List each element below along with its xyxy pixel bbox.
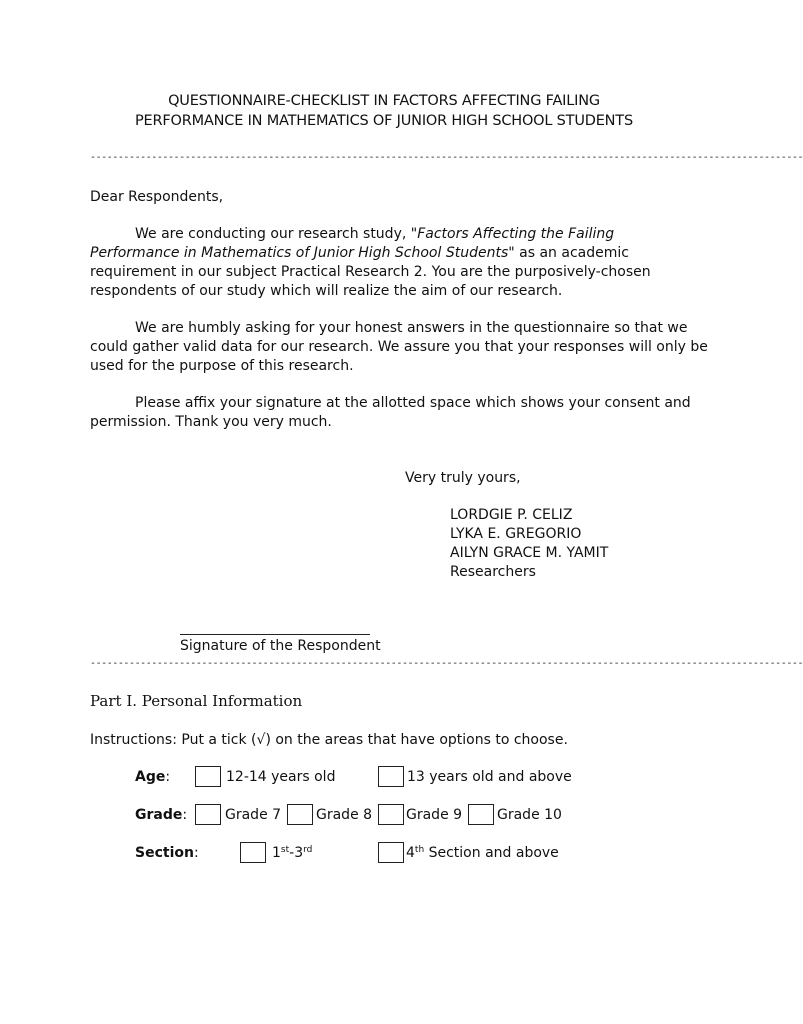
paragraph-1-line-3: requirement in our subject Practical Research 2. You are the purposively-chosen <box>90 264 651 280</box>
paragraph-1-intro: We are conducting our research study, <box>135 226 411 242</box>
age-label-text: Age <box>135 769 166 785</box>
section-1st-3rd-label <box>272 844 312 863</box>
grade-8-label: Grade 8 <box>316 807 373 823</box>
paragraph-2-line-2: could gather valid data for our research. We assure you that your responses will only be <box>90 339 708 355</box>
researcher-name: LORDGIE P. CELIZ <box>450 507 573 523</box>
age-12-14-checkbox[interactable] <box>195 766 221 787</box>
section-label-text: Section <box>135 845 194 861</box>
section-1st-3rd-checkbox[interactable] <box>240 842 266 863</box>
age-12-14-label: 12-14 years old <box>226 769 336 785</box>
signature-line[interactable] <box>180 634 370 635</box>
grade-7-checkbox[interactable] <box>195 804 221 825</box>
grade-label: Grade: <box>135 807 188 823</box>
document-title-line-2: PERFORMANCE IN MATHEMATICS OF JUNIOR HIGH SCHOOL STUDENTS <box>135 113 633 129</box>
section-label: Section: <box>135 845 199 861</box>
paragraph-2-line-3: used for the purpose of this research. <box>90 358 354 374</box>
grade-9-checkbox[interactable] <box>378 804 404 825</box>
age-13-above-label: 13 years old and above <box>407 769 572 785</box>
grade-10-label: Grade 10 <box>497 807 562 823</box>
section-1st-suffix: st <box>280 845 290 855</box>
section-3rd-number: -3 <box>289 845 304 861</box>
researcher-name: AILYN GRACE M. YAMIT <box>450 545 609 561</box>
paragraph-2-line-1: We are humbly asking for your honest answers in the questionnaire so that we <box>135 320 688 336</box>
divider-bottom: -------------------------------------------------------------------------------------------------------------------------------- <box>90 658 803 669</box>
paragraph-1-line-4: respondents of our study which will realize the aim of our research. <box>90 283 563 299</box>
signature-label: Signature of the Respondent <box>180 638 381 654</box>
section-4th-number: 4 <box>406 845 415 861</box>
researcher-name: LYKA E. GREGORIO <box>450 526 582 542</box>
age-label: Age: <box>135 769 171 785</box>
study-title-part-b: Performance in Mathematics of Junior High School Students" <box>90 245 515 261</box>
grade-7-label: Grade 7 <box>225 807 282 823</box>
part-1-heading: Part I. Personal Information <box>90 692 303 710</box>
part-1-instructions: Instructions: Put a tick (√) on the areas that have options to choose. <box>90 732 568 748</box>
section-4th-text: Section and above <box>424 845 559 861</box>
paragraph-3-line-1: Please affix your signature at the allotted space which shows your consent and <box>135 395 691 411</box>
closing: Very truly yours, <box>405 470 521 486</box>
study-title-part-a: "Factors Affecting the Failing <box>410 226 615 242</box>
age-13-above-checkbox[interactable] <box>378 766 404 787</box>
divider-top: -------------------------------------------------------------------------------------------------------------------------------- <box>90 152 803 163</box>
section-4th-suffix: th <box>414 845 425 855</box>
paragraph-1-after-title: as an academic <box>514 245 629 261</box>
grade-8-checkbox[interactable] <box>287 804 313 825</box>
paragraph-1-line-1 <box>135 225 614 244</box>
grade-10-checkbox[interactable] <box>468 804 494 825</box>
section-1st-number: 1 <box>272 845 281 861</box>
section-4th-above-label <box>406 844 559 863</box>
researchers-label: Researchers <box>450 564 536 580</box>
paragraph-1-line-2 <box>90 244 629 263</box>
grade-label-text: Grade <box>135 807 183 823</box>
grade-9-label: Grade 9 <box>406 807 463 823</box>
salutation: Dear Respondents, <box>90 189 224 205</box>
section-4th-above-checkbox[interactable] <box>378 842 404 863</box>
document-title-line-1: QUESTIONNAIRE-CHECKLIST IN FACTORS AFFECTING FAILING <box>168 93 600 109</box>
paragraph-3-line-2: permission. Thank you very much. <box>90 414 332 430</box>
section-3rd-suffix: rd <box>303 845 313 855</box>
